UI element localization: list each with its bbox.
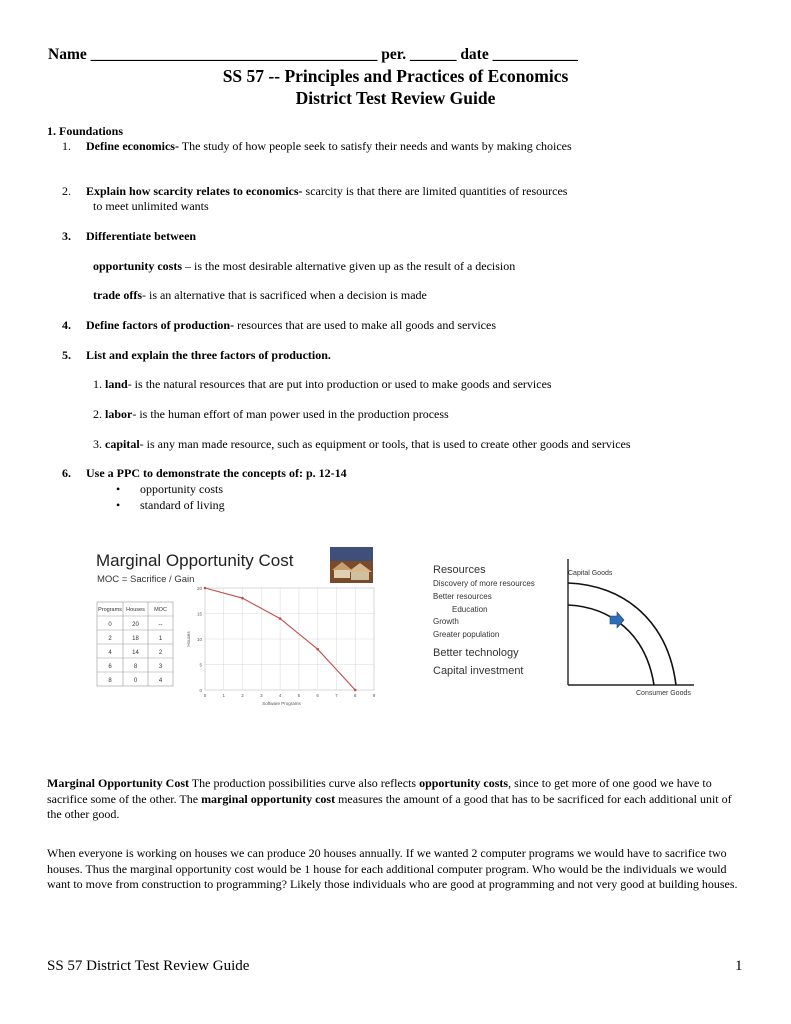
resources-item: Growth [433,617,459,626]
term-definition: – is the most desirable alternative given up as the result of a decision [182,259,516,273]
term-label: opportunity costs [93,259,183,273]
table-cell: 3 [158,664,163,670]
table-cell: -- [158,622,163,628]
resources-title: Resources [433,564,486,576]
table-cell: 2 [158,650,163,656]
factor-term: labor [105,407,133,421]
item-scarcity [86,184,567,199]
table-cell: 0 [133,678,138,684]
moc-paragraph-term: Marginal Opportunity Cost [47,776,190,790]
ppc-figure [432,555,702,699]
item-text: resources that are used to make all goods and services [234,318,497,332]
item-number: 6. [62,466,71,480]
table-cell: 8 [108,678,112,684]
item-label: Define economics- [86,139,179,153]
bullet-item: • opportunity costs [140,482,223,497]
resources-item: Greater population [433,630,500,639]
x-tick-label: 4 [278,693,282,698]
houses-photo-image [330,547,373,583]
item-define-economics [86,139,572,154]
moc-paragraph-text: , since to get more of one good we have to sacrifice some of the other. The [47,776,712,806]
factor-land [93,377,552,392]
x-tick-label: 7 [335,693,338,698]
x-tick-label: 3 [260,693,263,698]
factor-capital [93,437,631,452]
section-heading: 1. Foundations [47,124,124,138]
table-header: MOC [154,607,167,613]
y-tick-label: 10 [196,637,202,642]
factor-labor [93,407,449,422]
moc-paragraph-text: The production possibilities curve also reflects [189,776,420,790]
table-cell: 4 [158,678,163,684]
term-definition: - is an alternative that is sacrificed when a decision is made [141,288,427,302]
page-title: SS 57 -- Principles and Practices of Economics [222,66,569,86]
moc-formula: MOC = Sacrifice / Gain [97,574,195,585]
item-text: The study of how people seek to satisfy their needs and wants by making choices [178,139,572,153]
table-header: Houses [126,607,145,613]
x-tick-label: 9 [372,693,376,698]
table-cell: 6 [108,664,112,670]
large-item-capital: Capital investment [433,665,524,677]
ppc-axes [568,559,694,685]
resources-item: Education [452,605,488,614]
moc-title: Marginal Opportunity Cost [96,551,294,570]
item-label: Explain how scarcity relates to economics- [86,184,303,198]
x-tick-label: 6 [316,693,319,698]
moc-paragraph-term: opportunity costs [419,776,509,790]
moc-paragraph [47,776,747,823]
example-paragraph: When everyone is working on houses we can produce 20 houses annually. If we wanted 2 computer programs we would have to sacrifice two houses. Thus the marginal opportunity cost would be 1 house for each additional computer program. Who would be the individuals we would want to move from construction to programming? Likely those individuals who are good at programming and not very good at building houses. [47,846,738,891]
y-tick-label: 5 [199,662,202,668]
factor-definition: - is the human effort of man power used in the production process [132,407,449,421]
item-differentiate: Differentiate between [86,229,197,243]
page-subtitle: District Test Review Guide [295,88,496,108]
moc-table-cells [108,622,163,684]
moc-table [97,602,173,686]
x-tick-label: 8 [353,693,357,698]
moc-figure-svg [94,546,376,708]
footer-title: SS 57 District Test Review Guide [47,958,250,974]
table-cell: 14 [132,650,139,656]
ppc-figure-svg [432,555,702,699]
item-number: 1. [62,139,71,153]
term-trade-offs [93,288,427,303]
table-cell: 1 [158,636,163,642]
factor-number: 3. [93,437,105,451]
page-number: 1 [735,958,743,974]
table-cell: 20 [132,622,139,628]
table-cell: 18 [132,636,139,642]
moc-paragraph-term: marginal opportunity cost [201,791,336,806]
term-opportunity-costs [93,259,515,274]
moc-data-point [279,617,282,620]
item-factors-of-production [86,318,496,333]
x-tick-label: 0 [203,693,207,698]
table-cell: 8 [133,664,138,670]
y-tick-label: 20 [196,586,202,591]
moc-figure [94,546,376,708]
moc-chart [186,586,376,706]
moc-paragraph-text: measures the amount of a good that has to be sacrificed for each additional unit of the other good. [47,791,732,821]
table-cell: 0 [108,622,112,628]
ppc-x-label: Consumer Goods [636,690,691,697]
x-tick-label: 5 [297,693,301,698]
item-number: 2. [62,184,71,198]
y-tick-label: 0 [199,688,202,693]
item-text-continued: to meet unlimited wants [93,199,209,213]
item-list-factors: List and explain the three factors of production. [86,348,331,362]
ppc-y-label: Capital Goods [568,570,613,577]
factor-term: land [105,377,128,391]
factor-number: 1. [93,377,105,391]
bullet-item: • standard of living [140,498,225,513]
x-tick-label: 1 [222,693,226,698]
item-ppc: Use a PPC to demonstrate the concepts of: p. 12-14 [86,466,347,480]
moc-data-point [204,587,207,590]
y-axis-label: Houses [186,631,191,647]
table-cell: 2 [108,636,112,642]
item-number: 5. [62,348,71,362]
moc-data-point [316,648,319,651]
x-axis-label: Software Programs [262,701,301,706]
moc-data-point [241,597,244,600]
factor-definition: - is any man made resource, such as equipment or tools, that is used to create other goods and services [139,437,631,451]
moc-data-point [354,689,357,692]
item-number: 3. [62,229,71,243]
name-period-date-line: Name _____________________________________ per. ______ date ___________ [48,46,578,63]
item-text: scarcity is that there are limited quantities of resources [302,184,568,198]
term-label: trade offs [93,288,142,302]
resources-item: Better resources [433,592,492,601]
table-header: Programs [98,607,122,613]
table-cell: 4 [108,650,112,656]
ppc-curve-shifted [568,583,676,685]
large-item-technology: Better technology [433,647,519,659]
y-tick-label: 15 [196,611,202,617]
item-label: Define factors of production- [86,318,235,332]
factor-number: 2. [93,407,105,421]
factor-term: capital [105,437,140,451]
x-tick-label: 2 [241,693,244,698]
resources-item: Discovery of more resources [433,579,535,588]
factor-definition: - is the natural resources that are put into production or used to make goods and services [127,377,552,391]
item-number: 4. [62,318,71,332]
